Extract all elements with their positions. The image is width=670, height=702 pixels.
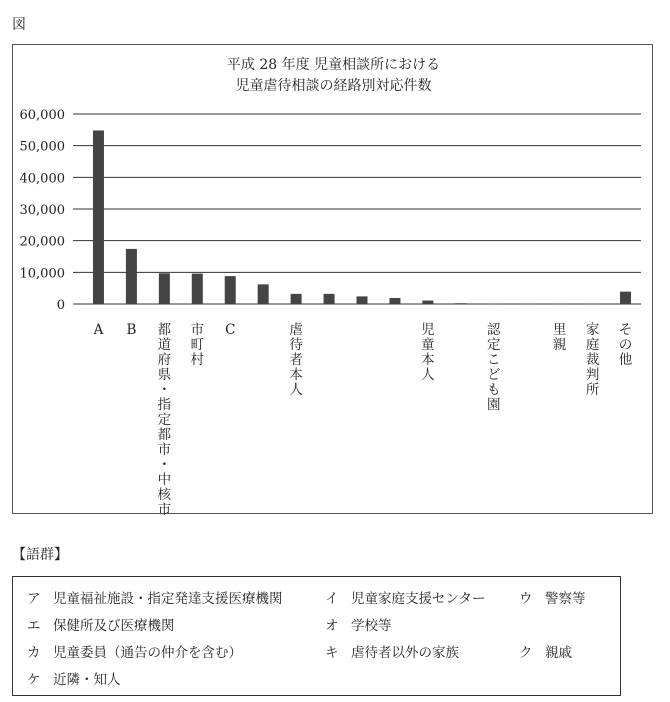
bar [93,130,104,304]
glossary-item-i: イ 児童家庭支援センター [325,591,486,607]
category-label: A [93,322,104,338]
category-label: 里親 [552,322,567,353]
glossary-box [12,576,621,696]
bar [455,303,466,304]
bar [159,273,170,304]
glossary-item-e: エ 保健所及び医療機関 [27,618,175,634]
bar [324,294,335,304]
glossary-item-ke: ケ 近隣・知人 [27,672,121,688]
bar [488,304,499,305]
bar [389,298,400,304]
glossary-item-u: ウ 警察等 [519,591,586,607]
bar [291,294,302,304]
glossary-item-ka: カ 児童委員（通告の仲介を含む） [27,645,242,661]
chart-title-line-1: 平成 28 年度 児童相談所における [226,57,441,73]
y-tick-label: 50,000 [19,139,65,155]
category-label: 都道府県・指定都市・中核市 [157,322,172,515]
bar [422,301,433,304]
glossary-item-a: ア 児童福祉施設・指定発達支援医療機関 [27,591,283,607]
category-label: 家庭裁判所 [585,322,600,398]
bar [258,284,269,304]
y-tick-label: 40,000 [19,171,65,187]
y-tick-label: 60,000 [19,108,65,123]
bar [126,249,137,304]
category-label: その他 [618,322,633,368]
y-tick-label: 10,000 [19,266,65,282]
bar [620,292,631,304]
chart-title-line-2: 児童虐待相談の経路別対応件数 [235,78,432,94]
bar [225,276,236,304]
category-label: 虐待者本人 [289,322,303,398]
bar [521,304,532,305]
bar [554,304,565,305]
glossary-item-o: オ 学校等 [325,618,392,634]
chart-frame [12,44,653,514]
category-label: B [126,322,137,338]
glossary-item-ku: ク 親戚 [519,645,572,661]
y-tick-label: 30,000 [19,203,65,218]
y-tick-label: 20,000 [19,234,65,250]
bar-chart [13,45,654,515]
glossary-heading: 【語群】 [12,547,68,563]
bar [357,296,368,304]
category-label: 児童本人 [421,322,435,383]
bar [192,274,203,304]
y-tick-label: 0 [56,298,65,313]
figure-label: 図 [12,17,26,33]
category-label: C [225,322,236,338]
category-label: 市町村 [190,322,205,368]
category-label: 認定こども園 [487,322,501,413]
bar [587,304,598,305]
glossary-item-ki: キ 虐待者以外の家族 [325,645,459,661]
